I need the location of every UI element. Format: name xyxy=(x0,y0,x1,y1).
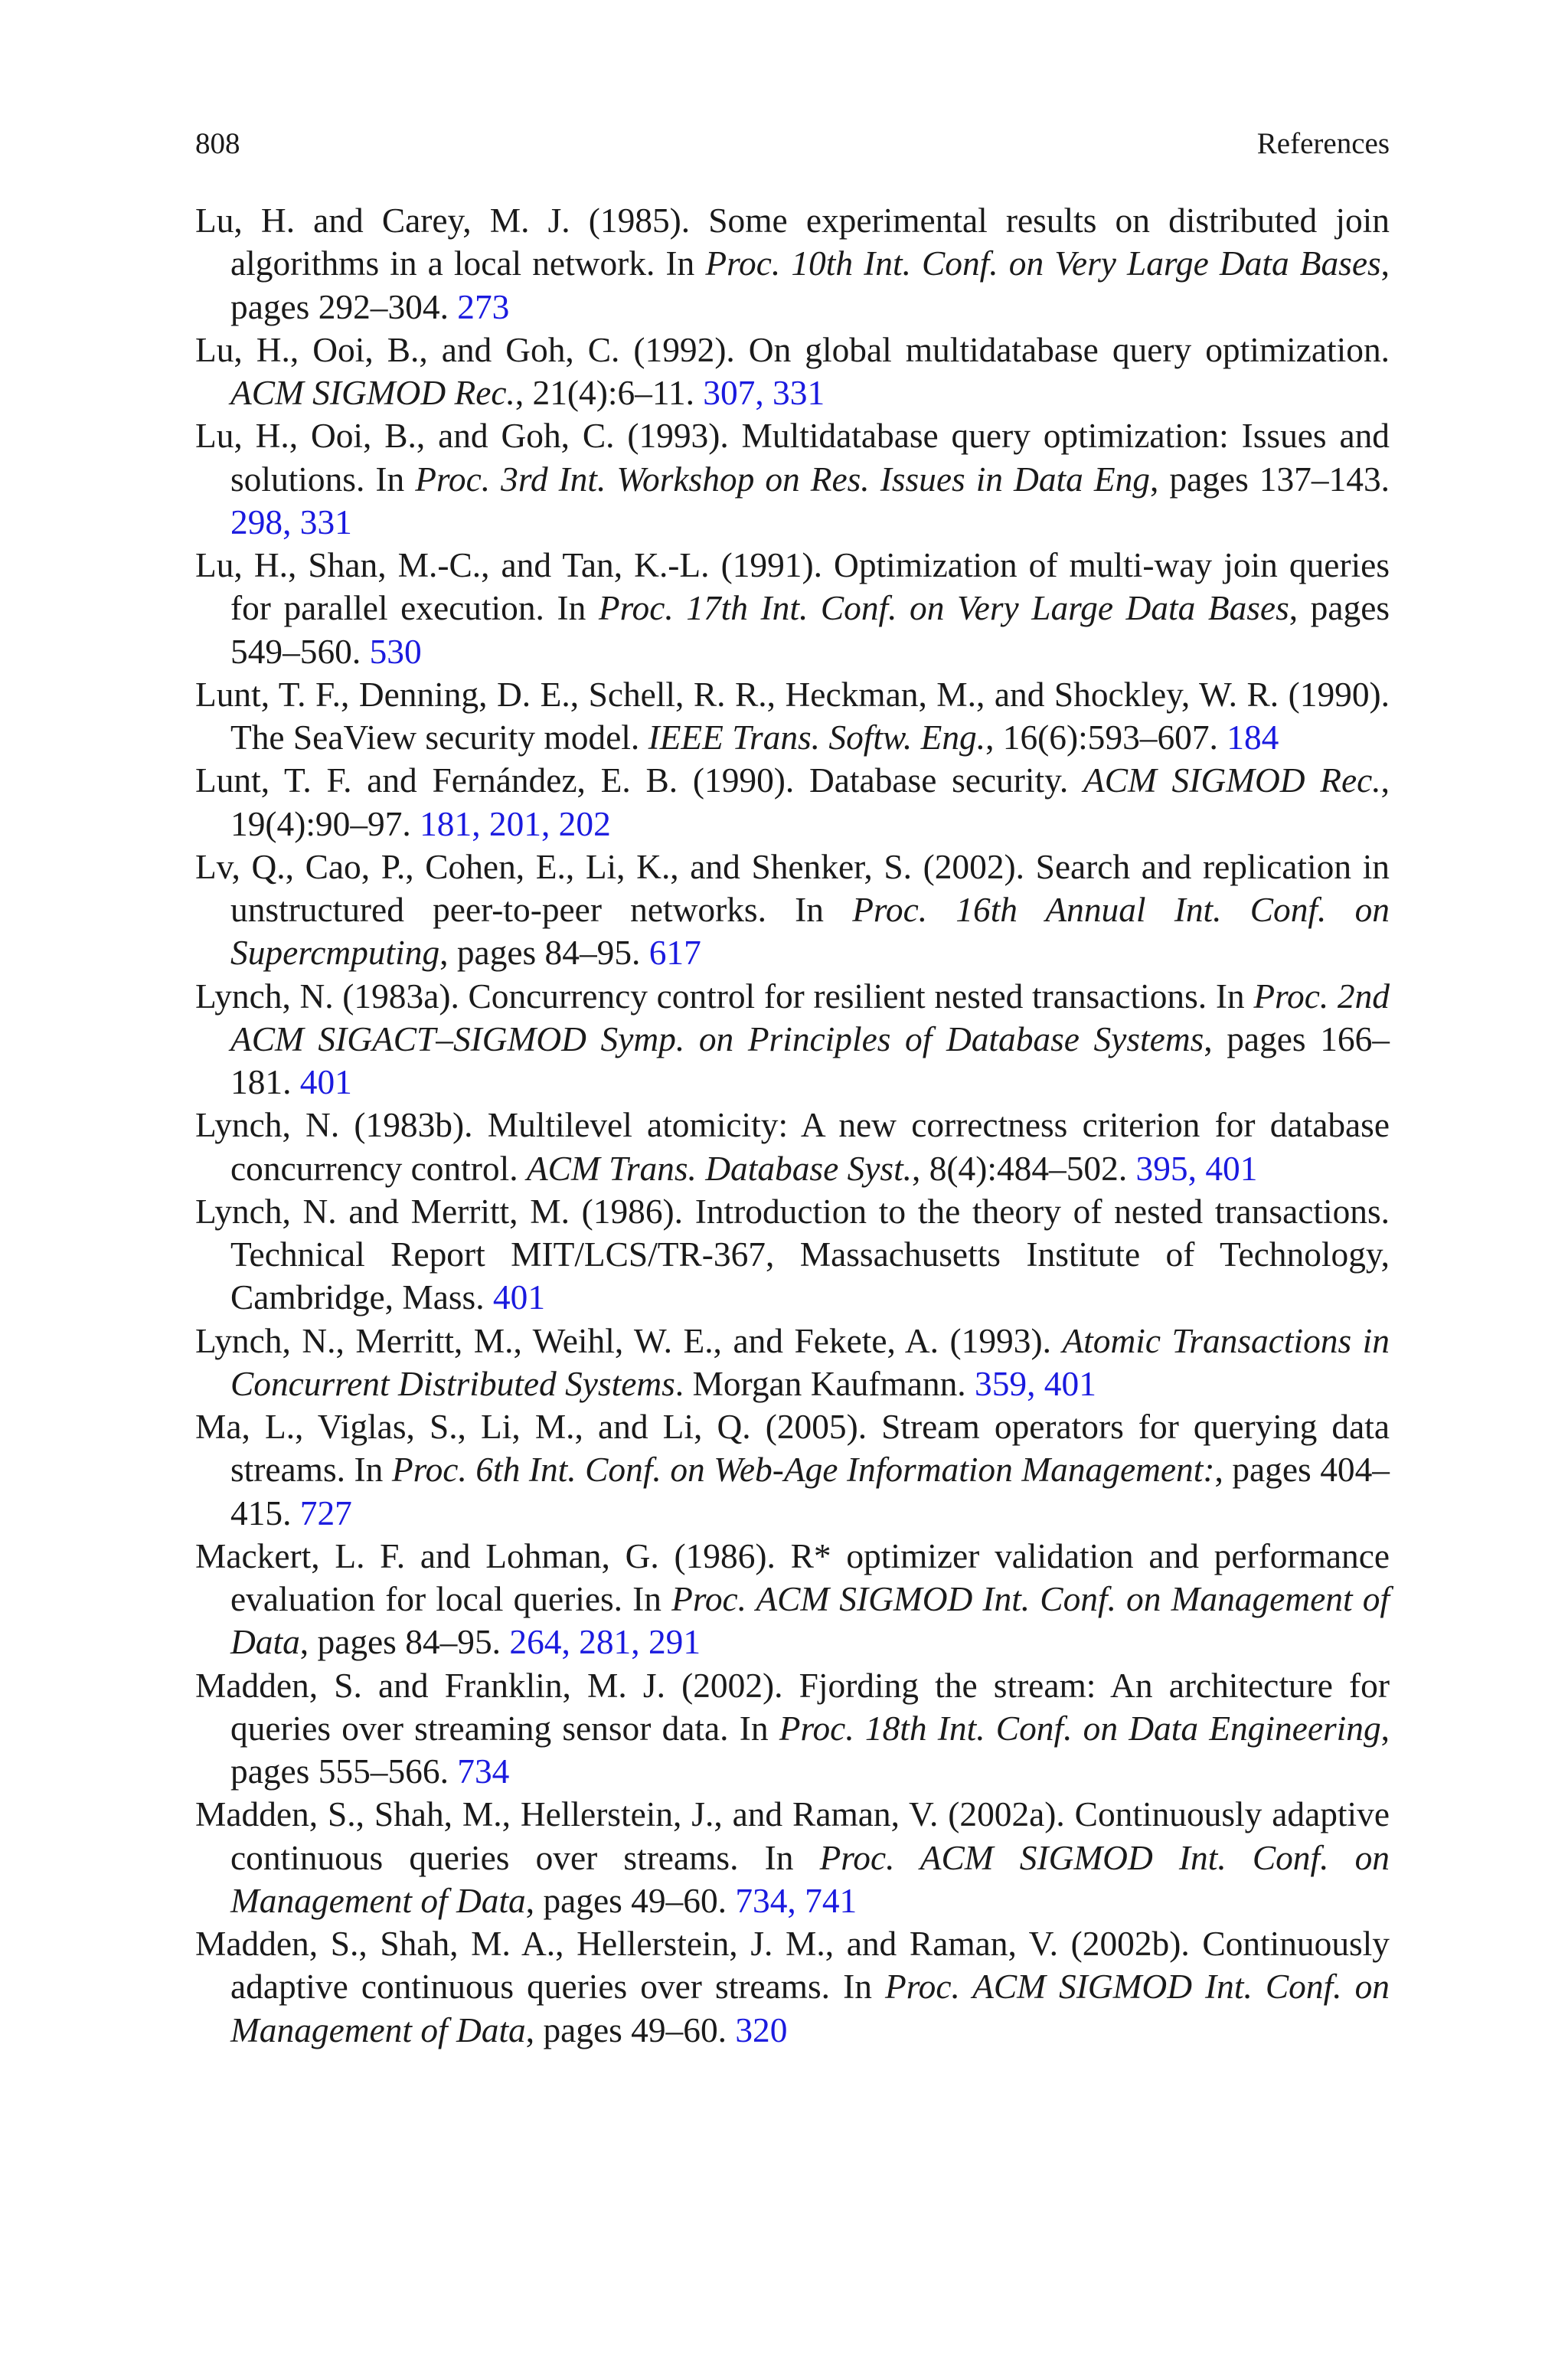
page-header xyxy=(195,123,1390,165)
reference-entry xyxy=(195,975,1390,1104)
reference-text: Lynch, N. and Merritt, M. (1986). Introduction to the theory of nested transactions. Technical Report MIT/LCS/TR-367, Massachusetts Institute of Technology, Cambridge, Mass. xyxy=(195,1192,1390,1317)
reference-tail: , pages 555–566. xyxy=(230,1709,1390,1791)
reference-text: Madden, S., Shah, M. A., Hellerstein, J. M., and Raman, V. (2002b). Continuously adaptive continuous queries over streams. In xyxy=(195,1925,1390,2007)
reference-list xyxy=(195,199,1390,2052)
reference-venue: Proc. 10th Int. Conf. on Very Large Data Bases xyxy=(705,244,1381,283)
reference-tail: . Morgan Kaufmann. xyxy=(675,1364,975,1403)
reference-entry xyxy=(195,1535,1390,1664)
reference-text: Lu, H., Ooi, B., and Goh, C. (1992). On global multidatabase query optimization. xyxy=(195,330,1390,369)
reference-text: Lunt, T. F., Denning, D. E., Schell, R. R., Heckman, M., and Shockley, W. R. (1990). The SeaView security model. xyxy=(195,675,1390,757)
reference-tail: , pages 292–304. xyxy=(230,244,1390,326)
page-backlink[interactable]: 401 xyxy=(299,1063,352,1101)
reference-entry xyxy=(195,329,1390,415)
page-backlink[interactable]: 184 xyxy=(1227,718,1279,757)
page-backlink[interactable]: 530 xyxy=(369,632,422,671)
reference-entry xyxy=(195,759,1390,846)
reference-venue: ACM SIGMOD Rec. xyxy=(1083,761,1381,800)
reference-entry xyxy=(195,673,1390,760)
page-backlink[interactable]: 307, 331 xyxy=(703,374,825,412)
reference-venue: Proc. 2nd ACM SIGACT–SIGMOD Symp. on Principles of Database Systems xyxy=(230,976,1390,1058)
reference-venue: ACM Trans. Database Syst. xyxy=(526,1149,913,1188)
reference-entry xyxy=(195,1320,1390,1406)
reference-text: Lynch, N. (1983b). Multilevel atomicity: A new correctness criterion for database concurrency control. xyxy=(195,1106,1390,1188)
reference-venue: Proc. ACM SIGMOD Int. Conf. on Management of Data xyxy=(230,1838,1390,1920)
page-backlink[interactable]: 264, 281, 291 xyxy=(509,1623,701,1662)
reference-entry xyxy=(195,1793,1390,1922)
reference-entry xyxy=(195,1405,1390,1535)
reference-text: Lu, H., Shan, M.-C., and Tan, K.-L. (1991). Optimization of multi-way join queries for parallel execution. In xyxy=(195,546,1390,628)
reference-text: Lynch, N. (1983a). Concurrency control for resilient nested transactions. In xyxy=(195,976,1254,1016)
reference-venue: ACM SIGMOD Rec. xyxy=(230,374,515,412)
reference-tail: , 16(6):593–607. xyxy=(985,718,1227,757)
reference-entry xyxy=(195,544,1390,673)
reference-text: Mackert, L. F. and Lohman, G. (1986). R* optimizer validation and performance evaluation for local queries. In xyxy=(195,1536,1390,1618)
reference-entry xyxy=(195,1190,1390,1320)
reference-venue: Proc. ACM SIGMOD Int. Conf. on Management of Data xyxy=(230,1580,1390,1662)
reference-entry xyxy=(195,846,1390,975)
reference-tail: , pages 137–143. xyxy=(1150,460,1390,499)
page-number: 808 xyxy=(195,127,240,160)
page-backlink[interactable]: 734, 741 xyxy=(735,1881,858,1920)
page-backlink[interactable]: 395, 401 xyxy=(1135,1149,1258,1188)
page-backlink[interactable]: 727 xyxy=(299,1493,352,1532)
page-backlink[interactable]: 181, 201, 202 xyxy=(420,804,611,843)
reference-venue: Proc. 16th Annual Int. Conf. on Supercmputing xyxy=(230,891,1390,973)
reference-entry xyxy=(195,1104,1390,1190)
reference-tail: , pages 84–95. xyxy=(439,934,649,973)
reference-text: Ma, L., Viglas, S., Li, M., and Li, Q. (2005). Stream operators for querying data streams. In xyxy=(195,1408,1390,1490)
reference-tail: , pages 549–560. xyxy=(230,589,1390,671)
running-title: References xyxy=(1256,127,1390,160)
reference-text: Lu, H. and Carey, M. J. (1985). Some experimental results on distributed join algorithms in a local network. In xyxy=(195,201,1390,283)
reference-tail: , pages 49–60. xyxy=(525,2010,736,2049)
page-backlink[interactable]: 401 xyxy=(492,1278,546,1317)
reference-venue: Proc. 18th Int. Conf. on Data Engineering xyxy=(779,1709,1381,1748)
page-backlink[interactable]: 273 xyxy=(457,287,510,326)
reference-venue: Proc. 17th Int. Conf. on Very Large Data Bases xyxy=(598,589,1289,628)
reference-tail: , pages 84–95. xyxy=(299,1623,510,1662)
reference-venue: IEEE Trans. Softw. Eng. xyxy=(648,718,986,757)
reference-entry xyxy=(195,1664,1390,1794)
reference-tail: , pages 49–60. xyxy=(525,1881,736,1920)
reference-text: Lu, H., Ooi, B., and Goh, C. (1993). Multidatabase query optimization: Issues and solutions. In xyxy=(195,417,1390,499)
reference-entry xyxy=(195,199,1390,329)
reference-text: Lv, Q., Cao, P., Cohen, E., Li, K., and Shenker, S. (2002). Search and replication in unstructured peer-to-peer networks. In xyxy=(195,847,1390,929)
page-backlink[interactable]: 298, 331 xyxy=(230,502,352,541)
reference-venue: Proc. 6th Int. Conf. on Web-Age Information Management: xyxy=(391,1451,1215,1490)
reference-tail: , 8(4):484–502. xyxy=(912,1149,1136,1188)
page-backlink[interactable]: 734 xyxy=(457,1752,510,1791)
page-backlink[interactable]: 617 xyxy=(648,934,701,973)
reference-text: Madden, S., Shah, M., Hellerstein, J., and Raman, V. (2002a). Continuously adaptive continuous queries over streams. In xyxy=(195,1795,1390,1877)
page-backlink[interactable]: 359, 401 xyxy=(975,1364,1096,1403)
reference-tail: , pages 404–415. xyxy=(230,1451,1390,1532)
reference-text: Madden, S. and Franklin, M. J. (2002). Fjording the stream: An architecture for queries over streaming sensor data. In xyxy=(195,1666,1390,1748)
reference-venue: Proc. 3rd Int. Workshop on Res. Issues in Data Eng xyxy=(415,460,1150,499)
reference-venue: Atomic Transactions in Concurrent Distributed Systems xyxy=(230,1321,1390,1403)
reference-entry xyxy=(195,414,1390,544)
reference-venue: Proc. ACM SIGMOD Int. Conf. on Management of Data xyxy=(230,1967,1390,2049)
reference-tail: , 21(4):6–11. xyxy=(514,374,704,412)
reference-tail: , pages 166–181. xyxy=(230,1019,1390,1101)
page-backlink[interactable]: 320 xyxy=(735,2010,788,2049)
reference-entry xyxy=(195,1922,1390,2052)
reference-tail: , 19(4):90–97. xyxy=(230,761,1390,843)
reference-text: Lynch, N., Merritt, M., Weihl, W. E., and Fekete, A. (1993). xyxy=(195,1321,1063,1360)
reference-text: Lunt, T. F. and Fernández, E. B. (1990). Database security. xyxy=(195,761,1083,800)
